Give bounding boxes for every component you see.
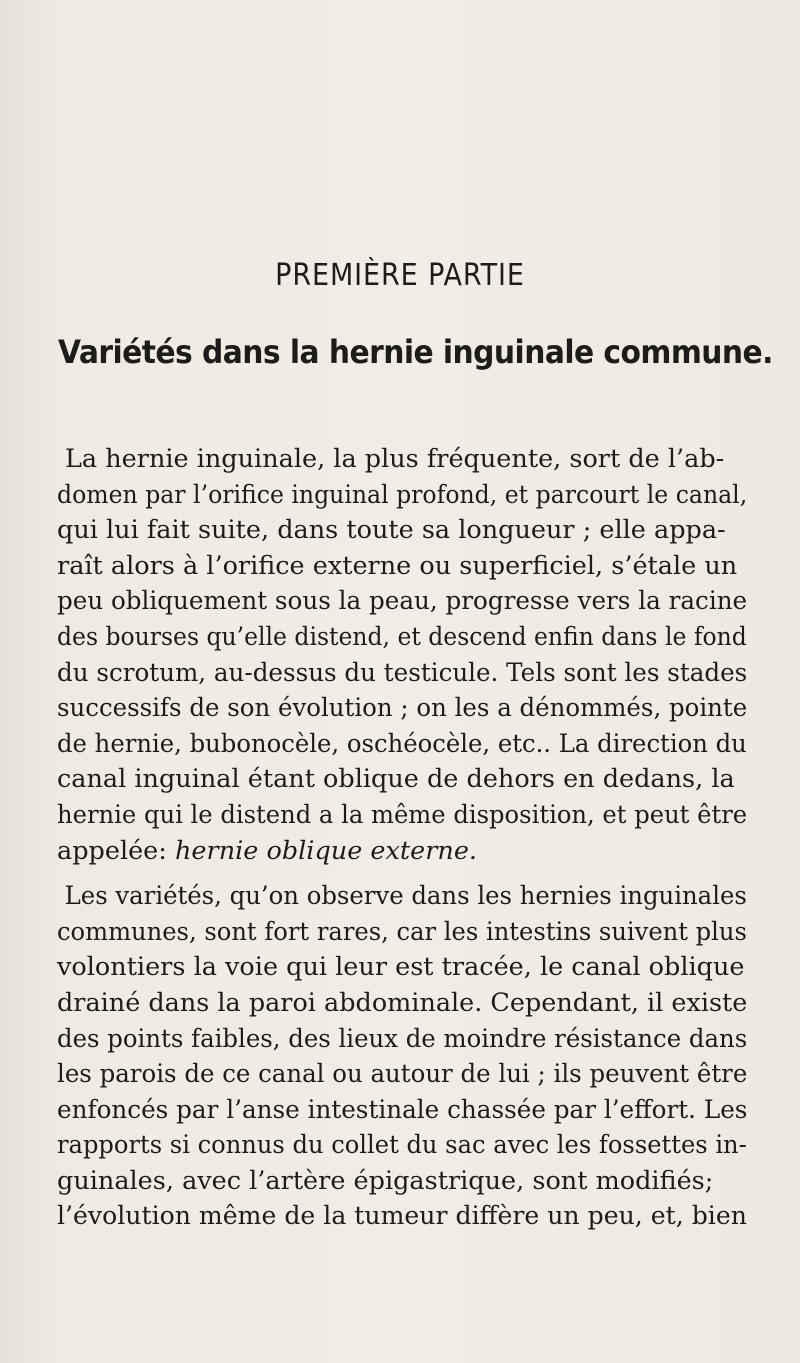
text-line: drainé dans la paroi abdominale. Cependant, il existe xyxy=(57,987,748,1018)
text-line: canal inguinal étant oblique de dehors en dedans, la xyxy=(57,764,735,795)
text-line: du scrotum, au-dessus du testicule. Tels sont les stades xyxy=(57,657,748,688)
part-title: PREMIÈRE PARTIE xyxy=(275,258,525,293)
text-line: successifs de son évolution ; on les a dénommés, pointe xyxy=(57,693,748,724)
text-line: hernie qui le distend a la même disposition, et peut être xyxy=(57,799,748,830)
text-line: peu obliquement sous la peau, progresse vers la racine xyxy=(57,586,748,617)
text-line: rapports si connus du collet du sac avec les fossettes in- xyxy=(57,1130,747,1161)
text-line: Les variétés, qu’on observe dans les hernies inguinales xyxy=(64,881,747,912)
paragraph-1 xyxy=(57,442,747,869)
text-line: l’évolution même de la tumeur diffère un peu, et, bien xyxy=(57,1201,747,1232)
body-text xyxy=(57,442,747,1235)
text-line: volontiers la voie qui leur est tracée, le canal oblique xyxy=(57,952,745,983)
text-line-last xyxy=(57,834,747,870)
text-line: qui lui fait suite, dans toute sa longueur ; elle appa- xyxy=(57,515,726,546)
paragraph-2 xyxy=(57,879,747,1235)
text-line: raît alors à l’orifice externe ou superficiel, s’étale un xyxy=(57,550,738,581)
text-line: des points faibles, des lieux de moindre résistance dans xyxy=(57,1023,748,1054)
text-line: communes, sont fort rares, car les intestins suivent plus xyxy=(57,916,747,947)
text-line: enfoncés par l’anse intestinale chassée par l’effort. Les xyxy=(57,1094,748,1125)
italic-term: hernie oblique externe. xyxy=(174,835,478,866)
text-line: des bourses qu’elle distend, et descend enfin dans le fond xyxy=(57,621,747,652)
text-line: de hernie, bubonocèle, oschéocèle, etc.. La direction du xyxy=(57,728,747,759)
text-prefix: appelée: xyxy=(57,835,175,866)
text-line: domen par l’orifice inguinal profond, et parcourt le canal, xyxy=(57,479,748,510)
text-line: guinales, avec l’artère épigastrique, sont modifiés; xyxy=(57,1165,714,1196)
text-line: La hernie inguinale, la plus fréquente, sort de l’ab- xyxy=(65,444,725,474)
section-title: Variétés dans la hernie inguinale commune. xyxy=(58,333,773,371)
text-line: les parois de ce canal ou autour de lui ; ils peuvent être xyxy=(57,1059,748,1090)
